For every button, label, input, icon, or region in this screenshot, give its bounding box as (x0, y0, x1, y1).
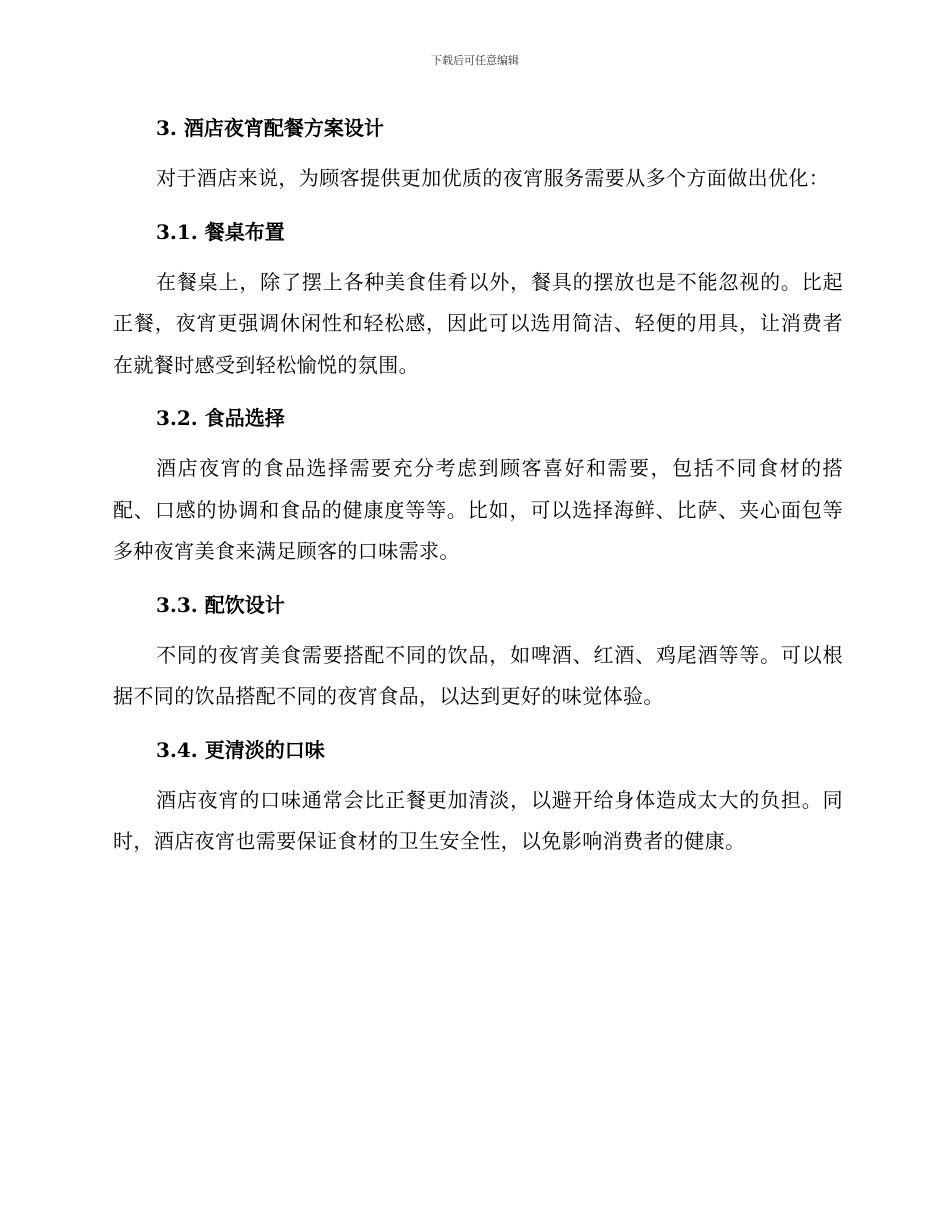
subsection-heading-table-setting: 3.1. 餐桌布置 (156, 219, 285, 244)
subsection-heading-lighter-taste: 3.4. 更清淡的口味 (156, 737, 325, 762)
document-body (113, 108, 843, 863)
subsection-body-table-setting: 在餐桌上，除了摆上各种美食佳肴以外，餐具的摆放也是不能忽视的。比起正餐，夜宵更强调休闲性和轻松感，因此可以选用简洁、轻便的用具，让消费者在就餐时感受到轻松愉悦的氛围。 (113, 269, 843, 377)
page-header: 下载后可任意编辑 (431, 54, 519, 67)
subsection-body-lighter-taste: 酒店夜宵的口味通常会比正餐更加清淡，以避开给身体造成太大的负担。同时，酒店夜宵也需要保证食材的卫生安全性，以免影响消费者的健康。 (113, 787, 843, 853)
subsection-heading-food-selection: 3.2. 食品选择 (156, 406, 285, 430)
subsection-body-food-selection: 酒店夜宵的食品选择需要充分考虑到顾客喜好和需要，包括不同食材的搭配、口感的协调和食品的健康度等等。比如，可以选择海鲜、比萨、夹心面包等多种夜宵美食来满足顾客的口味需求。 (113, 456, 843, 563)
subsection-body-drink-pairing: 不同的夜宵美食需要搭配不同的饮品，如啤酒、红酒、鸡尾酒等等。可以根据不同的饮品搭配不同的夜宵食品，以达到更好的味觉体验。 (113, 642, 843, 708)
subsection-heading-drink-pairing: 3.3. 配饮设计 (156, 592, 285, 617)
section-intro: 对于酒店来说，为顾客提供更加优质的夜宵服务需要从多个方面做出优化： (156, 166, 830, 190)
section-heading: 3. 酒店夜宵配餐方案设计 (156, 116, 384, 140)
